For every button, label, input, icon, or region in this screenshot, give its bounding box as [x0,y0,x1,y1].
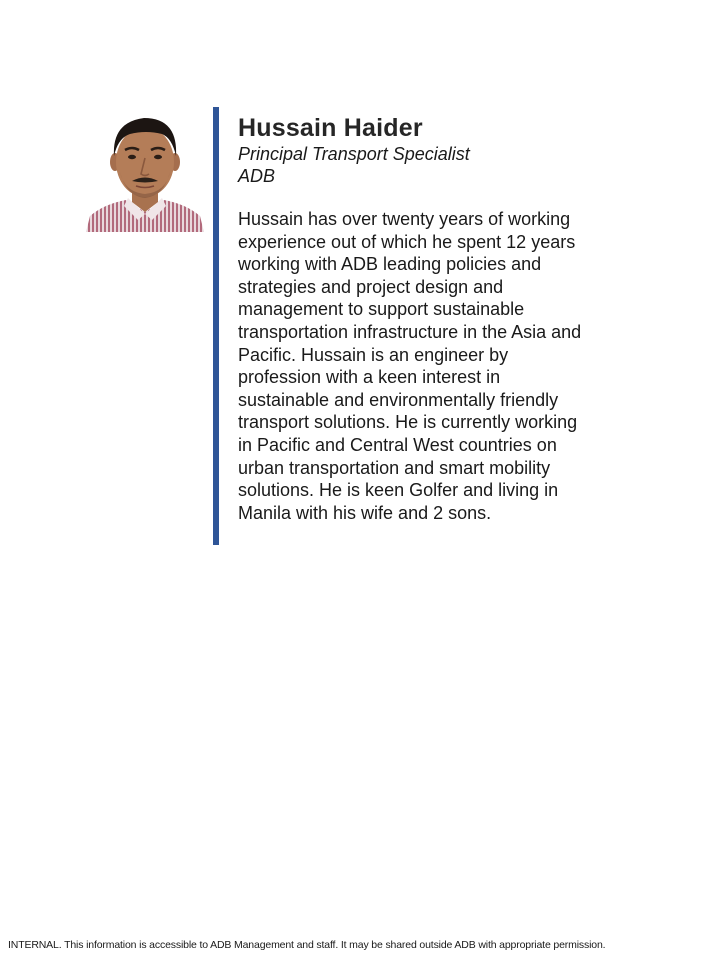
person-bio: Hussain has over twenty years of working experience out of which he spent 12 years working with ADB leading policies and strategies and project design and management to support sustainable transportation infrastructure in the Asia and Pacific. Hussain is an engineer by profession with a keen interest in sustainable and environmentally friendly transport solutions. He is currently working in Pacific and Central West countries on urban transportation and smart mobility solutions. He is keen Golfer and living in Manila with his wife and 2 sons. [238,209,582,523]
accent-bar [213,107,219,545]
classification-footer: INTERNAL. This information is accessible to ADB Management and staff. It may be shared outside ADB with appropriate permission. [8,939,606,951]
person-title: Principal Transport Specialist [238,144,470,164]
profile-text-block [238,113,588,524]
person-organization: ADB [238,166,276,186]
person-name: Hussain Haider [238,114,423,142]
profile-photo [84,110,206,232]
